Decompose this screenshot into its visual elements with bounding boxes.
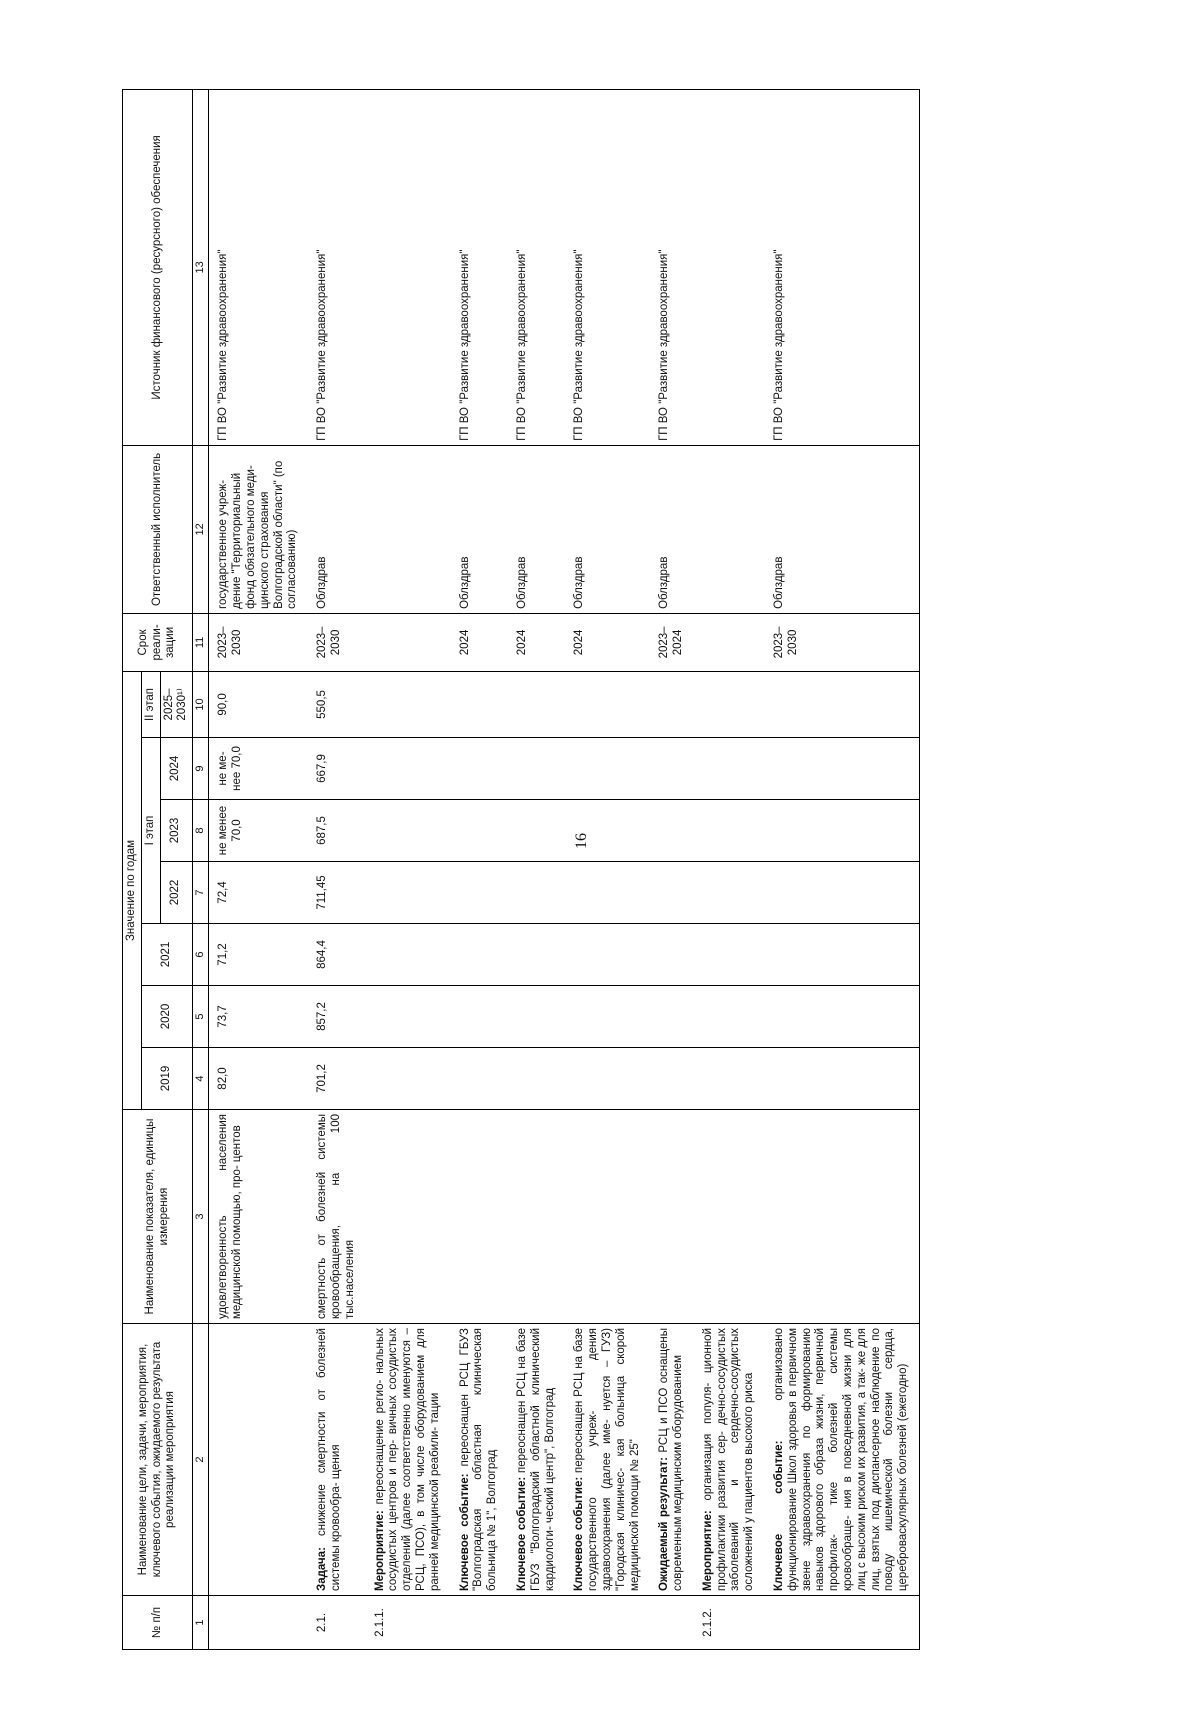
row-responsible (694, 445, 765, 613)
value-2024: не ме- нее 70,0 (209, 738, 308, 800)
table-header (123, 89, 209, 1649)
table-row (650, 89, 694, 1649)
row-label: Мероприятие: (701, 1510, 714, 1591)
row-label: Ожидаемый результат: (658, 1457, 671, 1591)
row-number: 2.1.1. (366, 1596, 451, 1650)
header-values-group: Значение по годам (123, 671, 142, 1109)
page-number: 16 (573, 833, 590, 849)
value-2019 (451, 1048, 508, 1110)
row-responsible: Облздрав (451, 445, 508, 613)
column-number: 9 (193, 738, 209, 800)
row-name (650, 1324, 694, 1596)
row-label: Ключевое событие: (573, 1476, 586, 1591)
value-2021 (765, 924, 919, 986)
value-2020 (451, 986, 508, 1048)
row-source: ГП ВО "Развитие здравоохранения" (765, 89, 919, 445)
row-text: переоснащение регио- нальных сосудистых центров и пер- вичных сосудистых отделений (далее соответственно именуются – РСЦ, ПСО), в том числе оборудованием для ранней медицинской реабили- тации (373, 1327, 441, 1591)
table-row (308, 89, 365, 1649)
value-2021 (565, 924, 650, 986)
column-number: 12 (193, 445, 209, 613)
header-source: Источник финансового (ресурсного) обеспечения (123, 89, 193, 445)
row-term: 2023– 2030 (765, 613, 919, 671)
value-2020 (565, 986, 650, 1048)
header-year-2019: 2019 (141, 1048, 192, 1110)
row-term: 2023– 2030 (308, 613, 365, 671)
value-2019: 82,0 (209, 1048, 308, 1110)
row-text: РСЦ и ПСО оснащены современным медицинским оборудованием (658, 1328, 685, 1591)
header-year-2024: 2024 (160, 738, 193, 800)
column-number: 4 (193, 1048, 209, 1110)
row-source: ГП ВО "Развитие здравоохранения" (209, 89, 308, 445)
row-indicator (508, 1110, 565, 1324)
value-2022 (765, 862, 919, 924)
row-number (451, 1596, 508, 1650)
row-indicator (565, 1110, 650, 1324)
row-responsible: Облздрав (650, 445, 694, 613)
row-indicator (650, 1110, 694, 1324)
row-number (209, 1596, 308, 1650)
value-2021: 864,4 (308, 924, 365, 986)
value-2022 (650, 862, 694, 924)
value-2025-2030 (508, 671, 565, 737)
header-year-2021: 2021 (141, 924, 192, 986)
row-indicator (366, 1110, 451, 1324)
header-year-2023: 2023 (160, 800, 193, 862)
row-number (508, 1596, 565, 1650)
value-2025-2030 (451, 671, 508, 737)
value-2023: не менее 70,0 (209, 800, 308, 862)
value-2019 (650, 1048, 694, 1110)
row-indicator (451, 1110, 508, 1324)
row-text: переоснащен РСЦ на базе ГБУЗ "Волгоградский областной клинический кардиологи- ческий центр", Волгоград (515, 1328, 556, 1591)
row-label: Ключевое событие: (773, 1440, 786, 1591)
table-body (209, 89, 920, 1649)
row-term: 2024 (451, 613, 508, 671)
row-label: Задача: (316, 1547, 329, 1591)
row-responsible: Облздрав (508, 445, 565, 613)
row-number: 2.1.2. (694, 1596, 765, 1650)
table-row (508, 89, 565, 1649)
value-2019: 701,2 (308, 1048, 365, 1110)
value-2025-2030: 550,5 (308, 671, 365, 737)
header-stage-1: I этап (141, 738, 160, 924)
value-2022 (366, 862, 451, 924)
row-label: Ключевое событие: (515, 1476, 528, 1591)
column-number: 11 (193, 613, 209, 671)
row-name (451, 1324, 508, 1596)
value-2019 (366, 1048, 451, 1110)
table-row (209, 89, 308, 1649)
value-2021: 71,2 (209, 924, 308, 986)
row-text: переоснащен РСЦ на базе государственного учреж- дения здравоохранения (далее име- нуется – ГУЗ) "Городская клиничес- кая больница скорой медицинской помощи № 25" (573, 1328, 641, 1591)
value-2022: 711,45 (308, 862, 365, 924)
column-number: 8 (193, 800, 209, 862)
row-name (366, 1324, 451, 1596)
value-2025-2030 (366, 671, 451, 737)
row-term: 2024 (508, 613, 565, 671)
table-row (565, 89, 650, 1649)
column-number: 3 (193, 1110, 209, 1324)
value-2022: 72,4 (209, 862, 308, 924)
row-indicator: удовлетворенность населения медицинской помощью, про- центов (209, 1110, 308, 1324)
value-2021 (366, 924, 451, 986)
value-2020: 857,2 (308, 986, 365, 1048)
column-number: 13 (193, 89, 209, 445)
header-responsible: Ответственный исполнитель (123, 445, 193, 613)
value-2025-2030 (565, 671, 650, 737)
rotated-page (122, 90, 1200, 1650)
value-2020 (694, 986, 765, 1048)
row-name (209, 1324, 308, 1596)
value-2024 (508, 738, 565, 800)
value-2023 (366, 800, 451, 862)
row-indicator (694, 1110, 765, 1324)
header-years-2025-2030: 2025–2030¹⁾ (160, 671, 193, 737)
row-source (366, 89, 451, 445)
table-row (366, 89, 451, 1649)
header-year-2020: 2020 (141, 986, 192, 1048)
value-2024: 667,9 (308, 738, 365, 800)
value-2025-2030 (765, 671, 919, 737)
row-source: ГП ВО "Развитие здравоохранения" (508, 89, 565, 445)
row-number (565, 1596, 650, 1650)
row-text: переоснащен РСЦ ГБУЗ "Волгоградская областная клиническая больница № 1", Волгоград (458, 1328, 499, 1591)
row-term (366, 613, 451, 671)
row-name (694, 1324, 765, 1596)
row-name (508, 1324, 565, 1596)
value-2025-2030 (650, 671, 694, 737)
row-term: 2024 (565, 613, 650, 671)
row-number (765, 1596, 919, 1650)
row-number (650, 1596, 694, 1650)
row-responsible: Облздрав (308, 445, 365, 613)
value-2022 (451, 862, 508, 924)
row-name (308, 1324, 365, 1596)
value-2020 (366, 986, 451, 1048)
value-2022 (694, 862, 765, 924)
value-2024 (694, 738, 765, 800)
row-responsible: Облздрав (565, 445, 650, 613)
value-2022 (565, 862, 650, 924)
value-2024 (765, 738, 919, 800)
column-number: 10 (193, 671, 209, 737)
value-2020 (508, 986, 565, 1048)
row-source: ГП ВО "Развитие здравоохранения" (650, 89, 694, 445)
value-2020: 73,7 (209, 986, 308, 1048)
column-number: 5 (193, 986, 209, 1048)
value-2023: 687,5 (308, 800, 365, 862)
header-name: Наименование цели, задачи, мероприятия, ключевого события, ожидаемого результата реализации мероприятия (123, 1324, 193, 1596)
column-numbers-row (193, 89, 209, 1649)
row-text: снижение смертности от болезней системы кровообра- щения (316, 1328, 342, 1591)
row-indicator (765, 1110, 919, 1324)
value-2023 (451, 800, 508, 862)
row-label: Мероприятие: (373, 1510, 386, 1591)
value-2019 (765, 1048, 919, 1110)
value-2022 (508, 862, 565, 924)
row-source: ГП ВО "Развитие здравоохранения" (451, 89, 508, 445)
row-source: ГП ВО "Развитие здравоохранения" (308, 89, 365, 445)
column-number: 1 (193, 1596, 209, 1650)
value-2023 (694, 800, 765, 862)
row-name (565, 1324, 650, 1596)
header-term: Срок реали- зации (123, 613, 193, 671)
value-2024 (451, 738, 508, 800)
value-2023 (765, 800, 919, 862)
row-term: 2023– 2030 (209, 613, 308, 671)
value-2021 (451, 924, 508, 986)
row-text: организация популя- ционной профилактики развития сер- дечно-сосудистых заболеваний и сердечно-сосудистых осложнений у пациентов высокого риска (701, 1328, 756, 1591)
table-row (451, 89, 508, 1649)
header-stage-2: II этап (141, 671, 160, 737)
row-name (765, 1324, 919, 1596)
header-indicator: Наименование показателя, единицы измерения (123, 1110, 193, 1324)
header-year-2022: 2022 (160, 862, 193, 924)
row-source: ГП ВО "Развитие здравоохранения" (565, 89, 650, 445)
column-number: 6 (193, 924, 209, 986)
row-term: 2023– 2024 (650, 613, 694, 671)
value-2021 (694, 924, 765, 986)
value-2024 (650, 738, 694, 800)
row-label: Ключевое событие: (458, 1473, 471, 1591)
value-2020 (650, 986, 694, 1048)
table-row (765, 89, 919, 1649)
value-2023 (650, 800, 694, 862)
row-indicator: смертность от болезней системы кровообращения, на 100 тыс.населения (308, 1110, 365, 1324)
value-2019 (694, 1048, 765, 1110)
value-2020 (765, 986, 919, 1048)
value-2024 (366, 738, 451, 800)
row-responsible: Облздрав (765, 445, 919, 613)
column-number: 7 (193, 862, 209, 924)
value-2025-2030: 90,0 (209, 671, 308, 737)
row-source (694, 89, 765, 445)
program-table (122, 89, 920, 1650)
row-responsible: государственное учреж- дение "Территориальный фонд обязательного меди- цинского страхования Волгоградской области" (по согласованию) (209, 445, 308, 613)
column-number: 2 (193, 1324, 209, 1596)
value-2025-2030 (694, 671, 765, 737)
row-term (694, 613, 765, 671)
value-2024 (565, 738, 650, 800)
value-2023 (565, 800, 650, 862)
row-number: 2.1. (308, 1596, 365, 1650)
table-row (694, 89, 765, 1649)
value-2021 (650, 924, 694, 986)
value-2023 (508, 800, 565, 862)
value-2019 (508, 1048, 565, 1110)
row-text: организовано функционирование Школ здоровья в первичном звене здравоохранения по формированию навыков здорового образа жизни, первичной профилак- тике болезней системы кровообраще- ния в повседневной жизни для лиц с высоким риском их развития, а так- же для лиц, взятых под диспансерное наблюдение по поводу ишемической болезни сердца, цереброваскулярных болезней (ежегодно) (773, 1328, 910, 1591)
value-2021 (508, 924, 565, 986)
header-num: № п/п (123, 1596, 193, 1650)
row-responsible (366, 445, 451, 613)
value-2019 (565, 1048, 650, 1110)
